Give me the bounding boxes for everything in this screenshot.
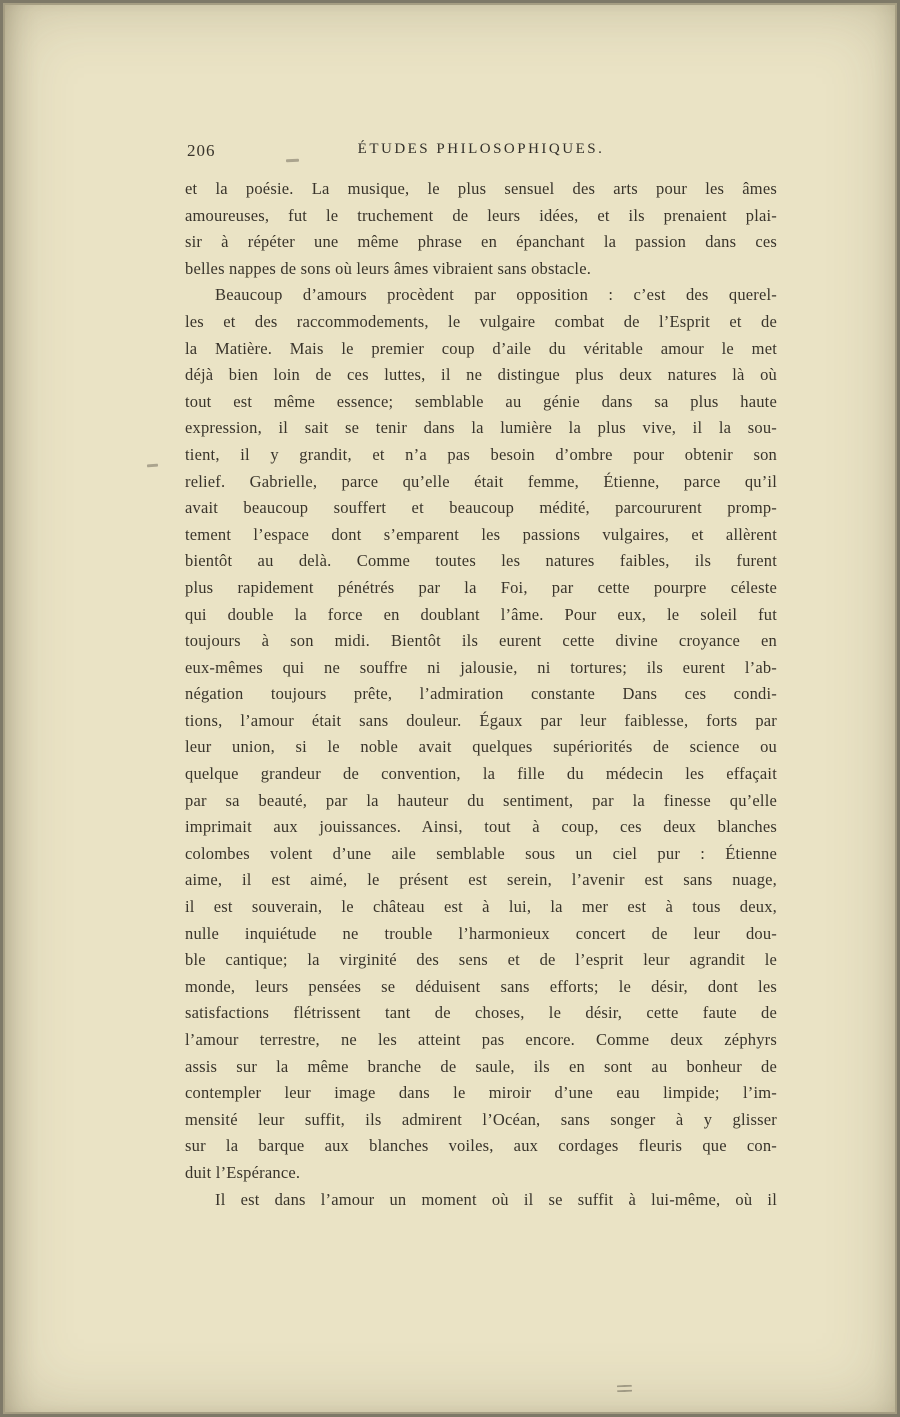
page-number: 206 (187, 141, 216, 160)
text-line: les et des raccommodements, le vulgaire combat de l’Esprit et de (185, 311, 777, 331)
text-line: sur la barque aux blanches voiles, aux cordages fleuris que con- (185, 1136, 777, 1156)
text-line: négation toujours prête, l’admiration constante Dans ces condi- (185, 684, 777, 704)
running-title: ÉTUDES PHILOSOPHIQUES. (357, 141, 605, 157)
text-line: assis sur la même branche de saule, ils en sont au bonheur de (185, 1056, 777, 1076)
text-line: il est souverain, le château est à lui, la mer est à tous deux, (185, 897, 777, 917)
text-line: imprimait aux jouissances. Ainsi, tout à coup, ces deux blanches (185, 817, 777, 837)
text-line: l’amour terrestre, ne les atteint pas encore. Comme deux zéphyrs (185, 1030, 777, 1049)
text-line: satisfactions flétrissent tant de choses, le désir, cette faute de (185, 1003, 777, 1023)
text-line: déjà bien loin de ces luttes, il ne distingue plus deux natures là où (185, 365, 777, 385)
scan-artifact-bottom-mark (617, 1385, 632, 1393)
text-line: monde, leurs pensées se déduisent sans efforts; le désir, dont les (185, 976, 777, 996)
text-line: relief. Gabrielle, parce qu’elle était femme, Étienne, parce qu’il (185, 471, 777, 491)
text-line: contempler leur image dans le miroir d’une eau limpide; l’im- (185, 1083, 777, 1103)
text-line: belles nappes de sons où leurs âmes vibraient sans obstacle. (185, 258, 592, 278)
text-line: Il est dans l’amour un moment où il se suffit à lui-même, où il (215, 1189, 777, 1209)
page-header (185, 141, 777, 163)
text-line: quelque grandeur de convention, la fille du médecin les effaçait (185, 764, 777, 784)
text-line: amoureuses, fut le truchement de leurs idées, et ils prenaient plai- (185, 205, 777, 225)
text-line: plus rapidement pénétrés par la Foi, par cette pourpre céleste (185, 577, 777, 597)
text-line: aime, il est aimé, le présent est serein, l’avenir est sans nuage, (185, 870, 777, 890)
text-line: la Matière. Mais le premier coup d’aile du véritable amour le met (185, 338, 777, 358)
text-line: qui double la force en doublant l’âme. Pour eux, le soleil fut (185, 604, 777, 624)
text-line: tout est même essence; semblable au génie dans sa plus haute (185, 391, 777, 411)
text-line: tions, l’amour était sans douleur. Égaux par leur faiblesse, forts par (185, 710, 777, 730)
scan-artifact-header-mark (286, 159, 299, 162)
text-line: Beaucoup d’amours procèdent par opposition : c’est des querel- (215, 285, 777, 305)
text-line: ble cantique; la virginité des sens et de l’esprit leur agrandit le (185, 950, 777, 970)
text-line: eux-mêmes qui ne souffre ni jalousie, ni tortures; ils eurent l’ab- (185, 657, 777, 677)
text-line: tient, il y grandit, et n’a pas besoin d’ombre pour obtenir son (185, 444, 777, 464)
page-body (185, 176, 777, 1213)
scan-artifact-margin-mark (147, 464, 158, 468)
text-line: toujours à son midi. Bientôt ils eurent cette divine croyance en (185, 631, 777, 651)
text-line: duit l’Espérance. (185, 1162, 301, 1182)
text-line: avait beaucoup souffert et beaucoup médité, parcoururent promp- (185, 498, 777, 518)
text-line: tement l’espace dont s’emparent les passions vulgaires, et allèrent (185, 524, 777, 544)
text-line: leur union, si le noble avait quelques supériorités de science ou (185, 737, 777, 757)
text-line: mensité leur suffit, ils admirent l’Océan, sans songer à y glisser (185, 1109, 777, 1129)
text-line: nulle inquiétude ne trouble l’harmonieux concert de leur dou- (185, 923, 777, 943)
text-line: bientôt au delà. Comme toutes les natures faibles, ils furent (185, 551, 777, 571)
text-line: colombes volent d’une aile semblable sous un ciel pur : Étienne (185, 843, 777, 863)
text-line: sir à répéter une même phrase en épanchant la passion dans ces (185, 232, 777, 252)
text-line: par sa beauté, par la hauteur du sentiment, par la finesse qu’elle (185, 790, 777, 810)
text-line: expression, il sait se tenir dans la lumière la plus vive, il la sou- (185, 418, 777, 438)
text-line: et la poésie. La musique, le plus sensuel des arts pour les âmes (185, 179, 777, 198)
